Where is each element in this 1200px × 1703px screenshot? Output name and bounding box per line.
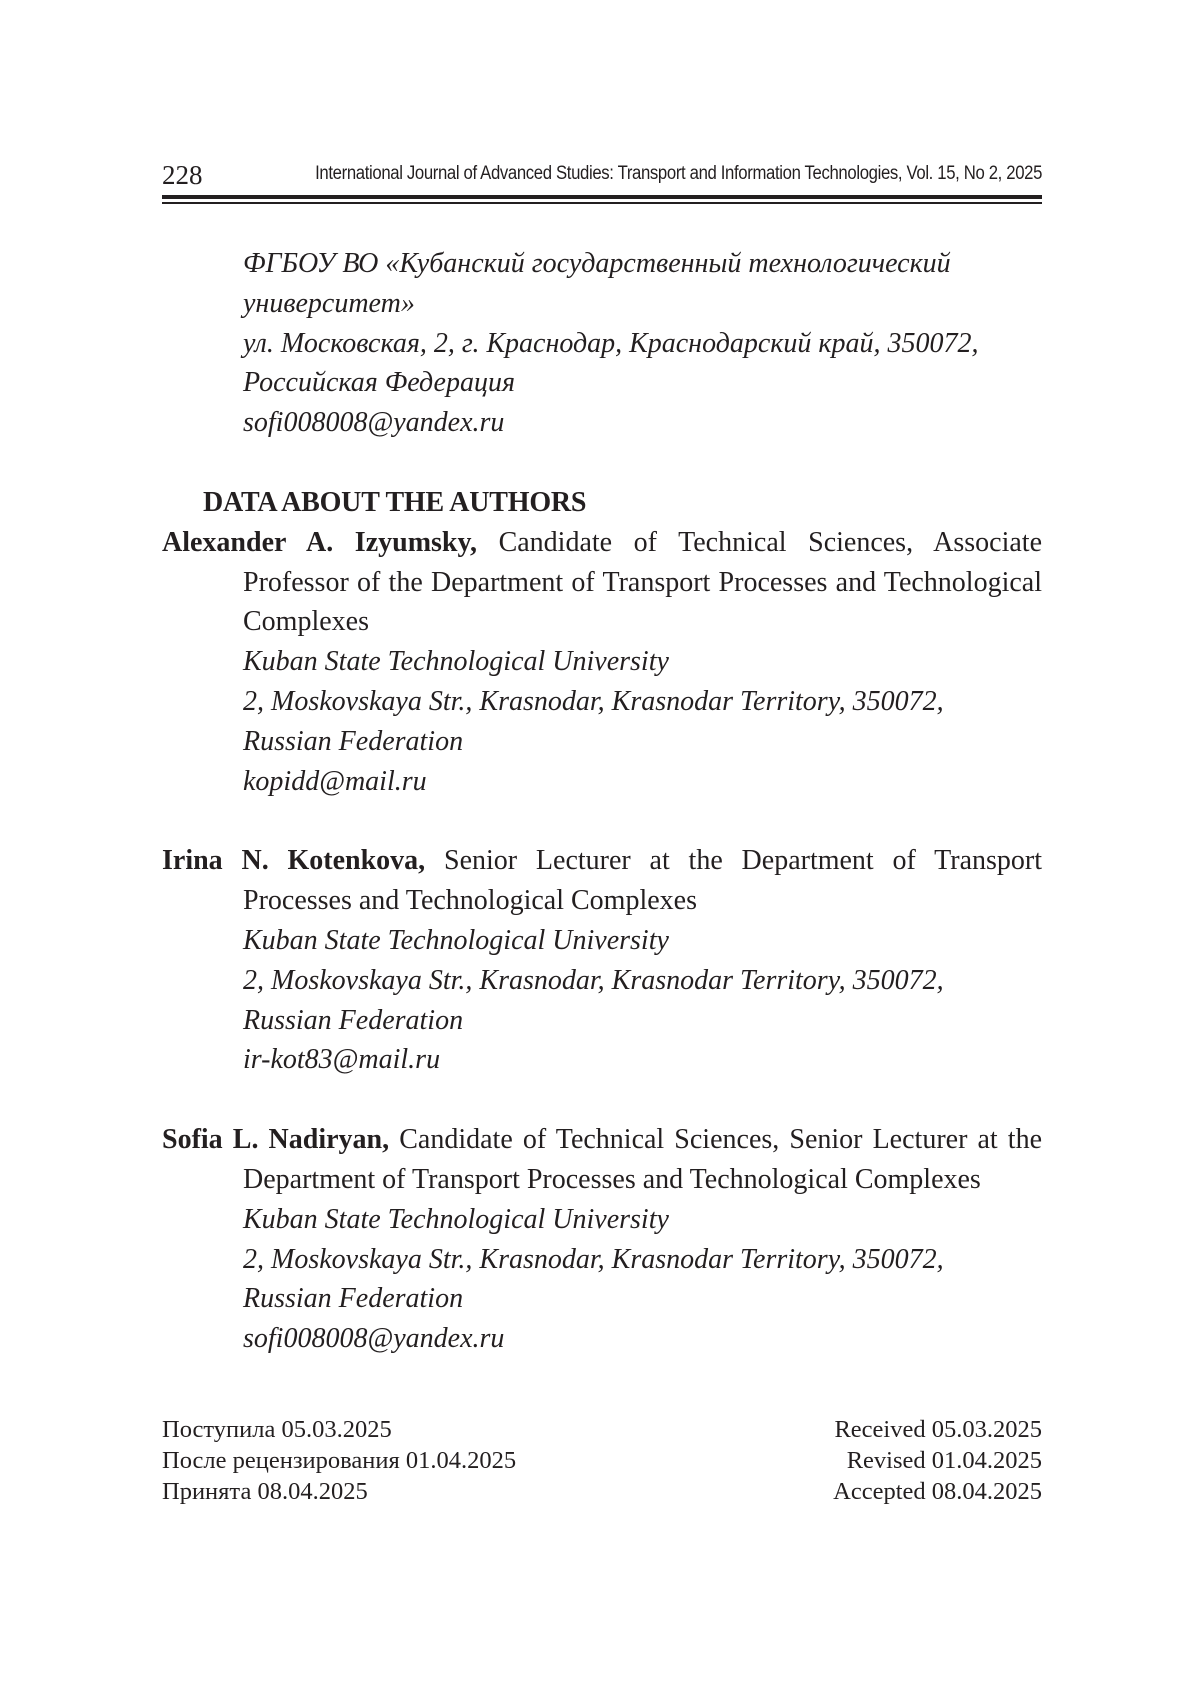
author-entry (162, 1120, 1042, 1359)
author-position: Candidate of Technical Sciences, Associate Professor of the Department of Transport Processes and Technological Complexes (243, 526, 1042, 638)
author-affiliation (162, 921, 1042, 1080)
author-name: Sofia L. Nadiryan, (162, 1124, 390, 1156)
affiliation-address-line2: Российская Федерация (243, 367, 515, 399)
author-address-line1: 2, Moskovskaya Str., Krasnodar, Krasnodar Territory, 350072, (243, 964, 944, 996)
header-rule-thick (162, 195, 1042, 199)
affiliation-address-line1: ул. Московская, 2, г. Краснодар, Краснодарский край, 350072, (243, 327, 979, 359)
section-heading: DATA ABOUT THE AUTHORS (203, 486, 587, 518)
author-email: sofi008008@yandex.ru (243, 1323, 505, 1355)
author-entry (162, 523, 1042, 802)
author-university: Kuban State Technological University (243, 646, 669, 678)
author-email: kopidd@mail.ru (243, 765, 427, 797)
author-spacer (162, 801, 1042, 841)
author-university: Kuban State Technological University (243, 924, 669, 956)
author-address-line1: 2, Moskovskaya Str., Krasnodar, Krasnodar Territory, 350072, (243, 685, 944, 717)
author-address-line2: Russian Federation (243, 725, 464, 757)
author-description (162, 1120, 1042, 1200)
author-spacer (162, 1080, 1042, 1120)
author-name: Alexander A. Izyumsky, (162, 526, 477, 558)
affiliation-org-line1: ФГБОУ ВО «Кубанский государственный технологический (243, 248, 951, 279)
header-rule-thin (162, 202, 1042, 204)
russian-affiliation (162, 244, 1042, 443)
author-description (162, 841, 1042, 921)
date-revised-ru: После рецензирования 01.04.2025 (162, 1447, 517, 1474)
dates-russian (162, 1414, 516, 1507)
author-entry (162, 841, 1042, 1080)
author-description (162, 523, 1042, 642)
date-accepted-en: Accepted 08.04.2025 (833, 1478, 1042, 1505)
author-name: Irina N. Kotenkova, (162, 845, 426, 877)
date-received-en: Received 05.03.2025 (834, 1416, 1042, 1443)
dates-english (833, 1414, 1042, 1507)
author-position: Candidate of Technical Sciences, Senior Lecturer at the Department of Transport Processes and Technological Complexes (243, 1124, 1043, 1195)
author-address-line2: Russian Federation (243, 1283, 464, 1315)
journal-title: International Journal of Advanced Studies: Transport and Information Technologies, Vol. 15, No 2, 2025 (315, 163, 1042, 184)
date-revised-en: Revised 01.04.2025 (846, 1447, 1042, 1474)
author-email: ir-kot83@mail.ru (243, 1044, 441, 1076)
author-address-line2: Russian Federation (243, 1004, 464, 1036)
author-university: Kuban State Technological University (243, 1203, 669, 1235)
running-header (162, 154, 1042, 190)
page-content (162, 244, 1042, 1359)
author-address-line1: 2, Moskovskaya Str., Krasnodar, Krasnodar Territory, 350072, (243, 1243, 944, 1275)
author-affiliation (162, 1200, 1042, 1359)
affiliation-org-line2: университет» (243, 287, 415, 319)
page-number: 228 (162, 160, 203, 190)
author-affiliation (162, 642, 1042, 801)
affiliation-email: sofi008008@yandex.ru (243, 407, 505, 439)
author-position: Senior Lecturer at the Department of Transport Processes and Technological Complexes (243, 845, 1043, 917)
date-accepted-ru: Принята 08.04.2025 (162, 1478, 368, 1505)
date-received-ru: Поступила 05.03.2025 (162, 1416, 392, 1443)
